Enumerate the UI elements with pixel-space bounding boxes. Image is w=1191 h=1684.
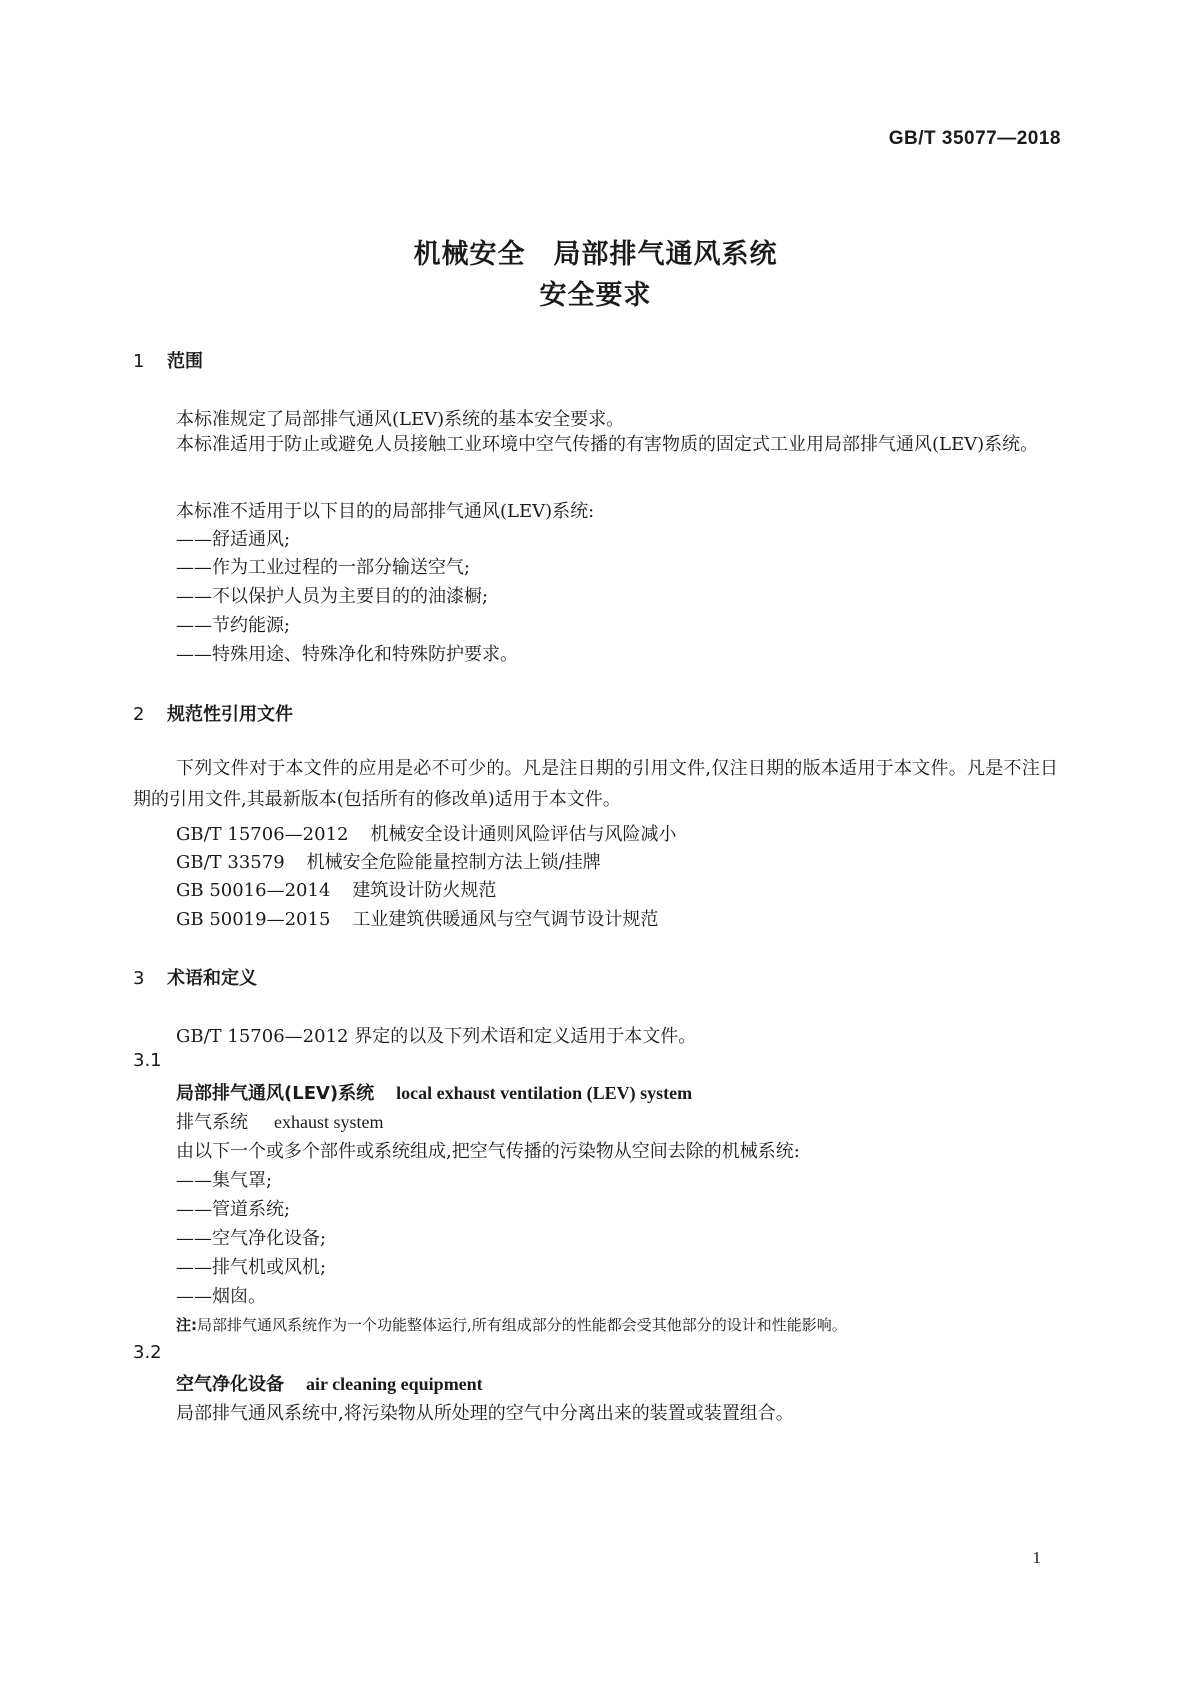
term-number: 3.2 [133, 1342, 162, 1363]
reference-code: GB 50019—2015 [176, 909, 331, 930]
section-3-heading [133, 964, 257, 990]
list-item: ——空气净化设备; [176, 1228, 327, 1249]
list-item: ——特殊用途、特殊净化和特殊防护要求。 [176, 644, 518, 665]
note-text: 局部排气通风系统作为一个功能整体运行,所有组成部分的性能都会受其他部分的设计和性能影响。 [197, 1316, 847, 1334]
list-item: ——排气机或风机; [176, 1257, 327, 1278]
term-chinese: 空气净化设备 [176, 1374, 284, 1395]
section-title: 范围 [167, 351, 203, 372]
list-item: ——烟囱。 [176, 1286, 266, 1307]
reference-code: GB/T 15706—2012 [176, 824, 349, 845]
list-item: ——管道系统; [176, 1199, 291, 1220]
synonym-english: exhaust system [274, 1112, 384, 1132]
section-title: 术语和定义 [167, 968, 257, 989]
reference-code: GB 50016—2014 [176, 880, 331, 901]
term-definition: 由以下一个或多个部件或系统组成,把空气传播的污染物从空间去除的机械系统: [176, 1141, 800, 1162]
reference-item [176, 848, 601, 874]
term-english: local exhaust ventilation (LEV) system [396, 1083, 693, 1103]
section-1-heading [133, 347, 203, 373]
section-number: 3 [133, 968, 145, 989]
list-item: ——集气罩; [176, 1170, 273, 1191]
list-item: ——不以保护人员为主要目的的油漆橱; [176, 586, 489, 607]
page-number: 1 [1032, 1548, 1041, 1567]
reference-title: 建筑设计防火规范 [352, 880, 497, 901]
list-item: ——节约能源; [176, 615, 291, 636]
synonym-chinese: 排气系统 [176, 1112, 248, 1133]
note [176, 1314, 847, 1335]
term-definition: 局部排气通风系统中,将污染物从所处理的空气中分离出来的装置或装置组合。 [176, 1403, 794, 1424]
paragraph: 本标准规定了局部排气通风(LEV)系统的基本安全要求。 [176, 409, 625, 430]
reference-code: GB/T 33579 [176, 852, 285, 873]
list-item: ——作为工业过程的一部分输送空气; [176, 557, 471, 578]
reference-title: 机械安全设计通则风险评估与风险减小 [370, 824, 677, 845]
term-number: 3.1 [133, 1050, 162, 1071]
term-chinese: 局部排气通风(LEV)系统 [176, 1083, 375, 1104]
term-heading [176, 1079, 692, 1105]
reference-item [176, 820, 676, 846]
section-2-heading [133, 700, 293, 726]
term-english: air cleaning equipment [306, 1374, 483, 1394]
term-synonym [176, 1108, 384, 1134]
section-title: 规范性引用文件 [167, 704, 293, 725]
reference-item [176, 876, 496, 902]
list-item: ——舒适通风; [176, 529, 291, 550]
section-number: 1 [133, 351, 145, 372]
paragraph: 本标准不适用于以下目的的局部排气通风(LEV)系统: [176, 501, 595, 522]
paragraph: GB/T 15706—2012 界定的以及下列术语和定义适用于本文件。 [176, 1026, 697, 1047]
reference-title: 机械安全危险能量控制方法上锁/挂牌 [306, 852, 601, 873]
note-label: 注: [176, 1316, 197, 1334]
paragraph: 下列文件对于本文件的应用是必不可少的。凡是注日期的引用文件,仅注日期的版本适用于本文件。凡是不注日期的引用文件,其最新版本(包括所有的修改单)适用于本文件。 [133, 758, 1058, 810]
document-title: 机械安全 局部排气通风系统 [413, 239, 778, 270]
section-number: 2 [133, 704, 145, 725]
reference-item [176, 905, 658, 931]
paragraph: 本标准适用于防止或避免人员接触工业环境中空气传播的有害物质的固定式工业用局部排气通风(LEV)系统。 [176, 434, 1039, 455]
document-subtitle: 安全要求 [539, 280, 652, 311]
reference-title: 工业建筑供暖通风与空气调节设计规范 [352, 909, 659, 930]
term-heading [176, 1370, 483, 1396]
standard-code: GB/T 35077—2018 [888, 128, 1061, 149]
